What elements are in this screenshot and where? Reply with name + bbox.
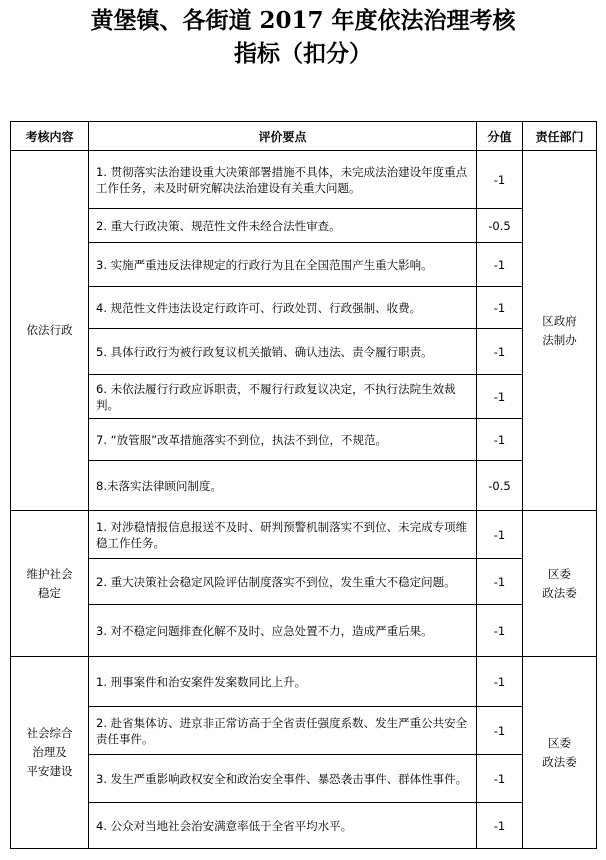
criteria-cell: 2. 赴省集体访、进京非正常访高于全省责任强度系数、发生严重公共安全责任事件。: [89, 707, 477, 755]
table-row: [11, 419, 597, 461]
header-criteria: 评价要点: [89, 122, 477, 151]
department-cell: 区委 政法委: [523, 511, 597, 657]
score-cell: -1: [477, 151, 523, 209]
table-row: [11, 375, 597, 419]
header-department: 责任部门: [523, 122, 597, 151]
score-cell: -1: [477, 329, 523, 375]
criteria-cell: 4. 公众对当地社会治安满意率低于全省平均水平。: [89, 803, 477, 849]
criteria-cell: 6. 未依法履行行政应诉职责，不履行行政复议决定，不执行法院生效裁判。: [89, 375, 477, 419]
criteria-cell: 3. 实施严重违反法律规定的行政行为且在全国范围产生重大影响。: [89, 243, 477, 287]
score-cell: -1: [477, 605, 523, 657]
score-cell: -1: [477, 657, 523, 707]
assessment-table: [10, 121, 597, 849]
table-row: [11, 707, 597, 755]
score-cell: -0.5: [477, 461, 523, 511]
score-cell: -1: [477, 375, 523, 419]
criteria-cell: 1. 刑事案件和治安案件发案数同比上升。: [89, 657, 477, 707]
criteria-cell: 7. “放管服”改革措施落实不到位，执法不到位，不规范。: [89, 419, 477, 461]
header-category: 考核内容: [11, 122, 89, 151]
title-line-1: 黄堡镇、各街道 2017 年度依法治理考核: [90, 7, 516, 34]
score-cell: -0.5: [477, 209, 523, 243]
score-cell: -1: [477, 243, 523, 287]
table-row: [11, 511, 597, 559]
criteria-cell: 1. 贯彻落实法治建设重大决策部署措施不具体，未完成法治建设年度重点工作任务，未及时研究解决法治建设有关重大问题。: [89, 151, 477, 209]
criteria-cell: 3. 对不稳定问题排查化解不及时、应急处置不力，造成严重后果。: [89, 605, 477, 657]
table-row: [11, 657, 597, 707]
table-row: [11, 559, 597, 605]
score-cell: -1: [477, 559, 523, 605]
criteria-cell: 2. 重大行政决策、规范性文件未经合法性审查。: [89, 209, 477, 243]
department-cell: 区政府 法制办: [523, 151, 597, 511]
page-title: [0, 4, 606, 70]
score-cell: -1: [477, 419, 523, 461]
department-cell: 区委 政法委: [523, 657, 597, 849]
criteria-cell: 3. 发生严重影响政权安全和政治安全事件、暴恐袭击事件、群体性事件。: [89, 755, 477, 803]
table-row: [11, 803, 597, 849]
criteria-cell: 2. 重大决策社会稳定风险评估制度落实不到位，发生重大不稳定问题。: [89, 559, 477, 605]
table-row: [11, 209, 597, 243]
criteria-cell: 1. 对涉稳情报信息报送不及时、研判预警机制落实不到位、未完成专项维稳工作任务。: [89, 511, 477, 559]
criteria-cell: 8.未落实法律顾问制度。: [89, 461, 477, 511]
title-line-2: 指标（扣分）: [234, 40, 372, 67]
header-score: 分值: [477, 122, 523, 151]
table-row: [11, 605, 597, 657]
score-cell: -1: [477, 511, 523, 559]
category-cell: 维护社会 稳定: [11, 511, 89, 657]
table-row: [11, 461, 597, 511]
score-cell: -1: [477, 287, 523, 329]
category-cell: 社会综合 治理及 平安建设: [11, 657, 89, 849]
score-cell: -1: [477, 755, 523, 803]
table-row: [11, 287, 597, 329]
score-cell: -1: [477, 803, 523, 849]
category-cell: 依法行政: [11, 151, 89, 511]
table-body: [11, 151, 597, 849]
header-row: [11, 122, 597, 151]
table-row: [11, 243, 597, 287]
criteria-cell: 4. 规范性文件违法设定行政许可、行政处罚、行政强制、收费。: [89, 287, 477, 329]
table-row: [11, 329, 597, 375]
criteria-cell: 5. 具体行政行为被行政复议机关撤销、确认违法、责令履行职责。: [89, 329, 477, 375]
table-row: [11, 755, 597, 803]
table-row: [11, 151, 597, 209]
score-cell: -1: [477, 707, 523, 755]
